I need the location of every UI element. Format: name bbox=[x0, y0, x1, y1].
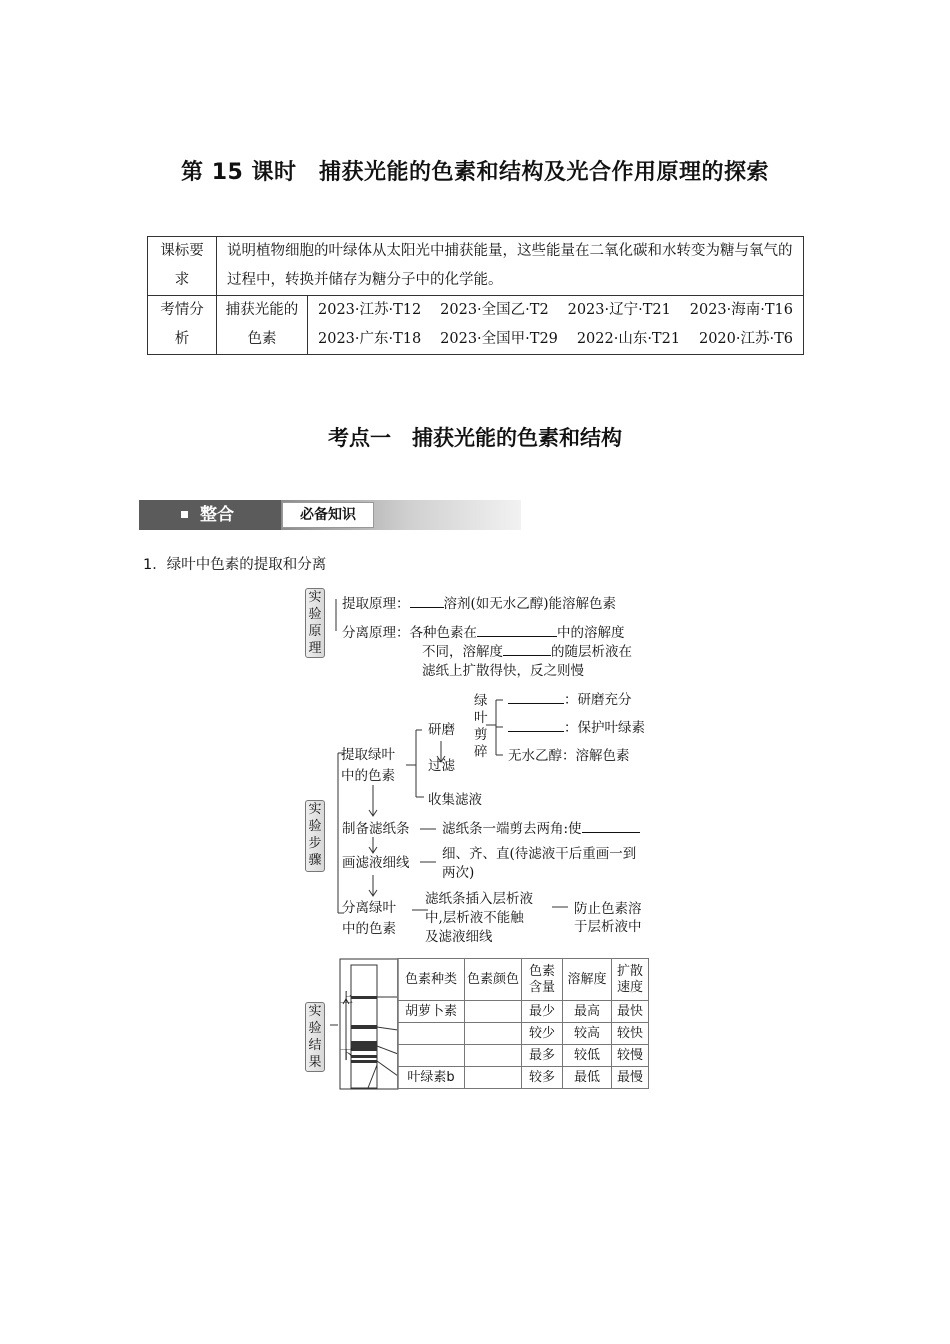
separate-text-c: 不同，溶解度 bbox=[422, 644, 503, 660]
blank bbox=[582, 818, 640, 833]
table-cell bbox=[465, 1023, 522, 1045]
table-cell: 较低 bbox=[563, 1045, 612, 1067]
sep-note-3: 及滤液细线 bbox=[425, 929, 493, 945]
exam-list bbox=[308, 296, 804, 355]
step-separate: 分离绿叶中的色素 bbox=[342, 900, 396, 937]
sep-note-4: 防止色素溶 bbox=[574, 901, 642, 917]
table-row bbox=[398, 1067, 649, 1089]
step-filter: 过滤 bbox=[428, 758, 455, 774]
exam-item: 2020·江苏·T6 bbox=[698, 331, 793, 347]
prepare-note-text: 滤纸条一端剪去两角:使 bbox=[442, 821, 582, 837]
table-cell: 最快 bbox=[612, 1001, 649, 1023]
meta-table bbox=[147, 236, 804, 355]
table-cell: 叶绿素b bbox=[398, 1067, 465, 1089]
draw-note-2: 两次) bbox=[442, 865, 475, 881]
square-icon bbox=[181, 511, 188, 518]
table-cell: 最多 bbox=[522, 1045, 563, 1067]
table-cell: 最高 bbox=[563, 1001, 612, 1023]
grind-item-3: 无水乙醇：溶解色素 bbox=[508, 748, 630, 764]
grind-item-2 bbox=[508, 717, 645, 739]
table-row bbox=[398, 1001, 649, 1023]
banner-main bbox=[139, 500, 281, 530]
exam-label: 考情分析 bbox=[148, 296, 217, 355]
table-cell: 最低 bbox=[563, 1067, 612, 1089]
table-cell: 较快 bbox=[612, 1023, 649, 1045]
label-up: 上 bbox=[340, 991, 354, 1006]
sep-note-1: 滤纸条插入层析液 bbox=[425, 891, 533, 907]
exam-item: 2022·山东·T21 bbox=[576, 331, 681, 347]
grind-item-1-text: ：研磨充分 bbox=[564, 692, 632, 708]
sep-note-2: 中,层析液不能触 bbox=[425, 910, 524, 926]
table-row bbox=[398, 1023, 649, 1045]
separate-text-a: 分离原理：各种色素在 bbox=[342, 625, 477, 641]
header-cell: 色素含量 bbox=[522, 959, 563, 1001]
separate-text-d: 的随层析液在 bbox=[551, 644, 632, 660]
table-cell bbox=[398, 1023, 465, 1045]
principle-box: 实验原理 bbox=[305, 588, 325, 658]
header-cell: 色素颜色 bbox=[465, 959, 522, 1001]
header-cell: 溶解度 bbox=[563, 959, 612, 1001]
table-cell: 较少 bbox=[522, 1023, 563, 1045]
table-cell bbox=[465, 1045, 522, 1067]
page-title: 第 15 课时 捕获光能的色素和结构及光合作用原理的探索 bbox=[181, 160, 769, 185]
exam-item: 2023·全国甲·T29 bbox=[440, 331, 558, 347]
step-draw: 画滤液细线 bbox=[342, 855, 410, 871]
grind-item-2-text: ：保护叶绿素 bbox=[564, 720, 645, 736]
table-cell bbox=[465, 1001, 522, 1023]
step-leaf-cut: 绿叶剪碎 bbox=[474, 693, 488, 760]
table-cell: 较高 bbox=[563, 1023, 612, 1045]
table-cell bbox=[465, 1067, 522, 1089]
extract-principle-text: 溶剂(如无水乙醇)能溶解色素 bbox=[443, 596, 617, 612]
step-grind: 研磨 bbox=[428, 722, 455, 738]
grind-item-1 bbox=[508, 689, 632, 711]
prepare-note bbox=[442, 818, 640, 840]
step-prepare: 制备滤纸条 bbox=[342, 821, 410, 837]
req-label: 课标要求 bbox=[148, 237, 217, 296]
table-cell: 较多 bbox=[522, 1067, 563, 1089]
step-extract: 提取绿叶中的色素 bbox=[341, 747, 395, 784]
exam-item: 2023·江苏·T12 bbox=[318, 302, 422, 318]
draw-note-1: 细、齐、直(待滤液干后重画一到 bbox=[442, 846, 637, 862]
blank bbox=[410, 593, 444, 608]
exam-item: 2023·广东·T18 bbox=[318, 331, 422, 347]
section-title: 考点一 捕获光能的色素和结构 bbox=[328, 426, 622, 450]
table-cell: 较慢 bbox=[612, 1045, 649, 1067]
blank bbox=[503, 641, 551, 656]
blank bbox=[508, 717, 564, 732]
table-row bbox=[398, 1045, 649, 1067]
exam-item: 2023·全国乙·T2 bbox=[440, 302, 549, 318]
heading-1: 1．绿叶中色素的提取和分离 bbox=[143, 557, 327, 573]
exam-item: 2023·海南·T16 bbox=[689, 302, 793, 318]
results-table bbox=[397, 958, 649, 1089]
exam-item: 2023·辽宁·T21 bbox=[567, 302, 671, 318]
extract-principle-label: 提取原理： bbox=[342, 596, 410, 612]
table-cell: 最少 bbox=[522, 1001, 563, 1023]
banner-tag: 必备知识 bbox=[282, 502, 374, 528]
banner-main-label: 整合 bbox=[200, 505, 234, 525]
step-collect: 收集滤液 bbox=[428, 792, 482, 808]
separate-text-b: 中的溶解度 bbox=[557, 625, 625, 641]
table-cell: 胡萝卜素 bbox=[398, 1001, 465, 1023]
extract-principle bbox=[342, 593, 616, 615]
header-cell: 色素种类 bbox=[398, 959, 465, 1001]
blank bbox=[508, 689, 564, 704]
label-down: 下 bbox=[340, 1048, 354, 1063]
separate-text-e: 滤纸上扩散得快，反之则慢 bbox=[422, 663, 584, 679]
table-cell bbox=[398, 1045, 465, 1067]
sep-note-5: 于层析液中 bbox=[574, 919, 642, 935]
header-cell: 扩散速度 bbox=[612, 959, 649, 1001]
exam-topic: 捕获光能的色素 bbox=[217, 296, 308, 355]
table-cell: 最慢 bbox=[612, 1067, 649, 1089]
steps-box: 实验步骤 bbox=[305, 800, 325, 872]
blank bbox=[477, 622, 557, 637]
results-box: 实验结果 bbox=[305, 1002, 325, 1072]
req-text: 说明植物细胞的叶绿体从太阳光中捕获能量，这些能量在二氧化碳和水转变为糖与氧气的过程中，转换并储存为糖分子中的化学能。 bbox=[217, 237, 804, 296]
